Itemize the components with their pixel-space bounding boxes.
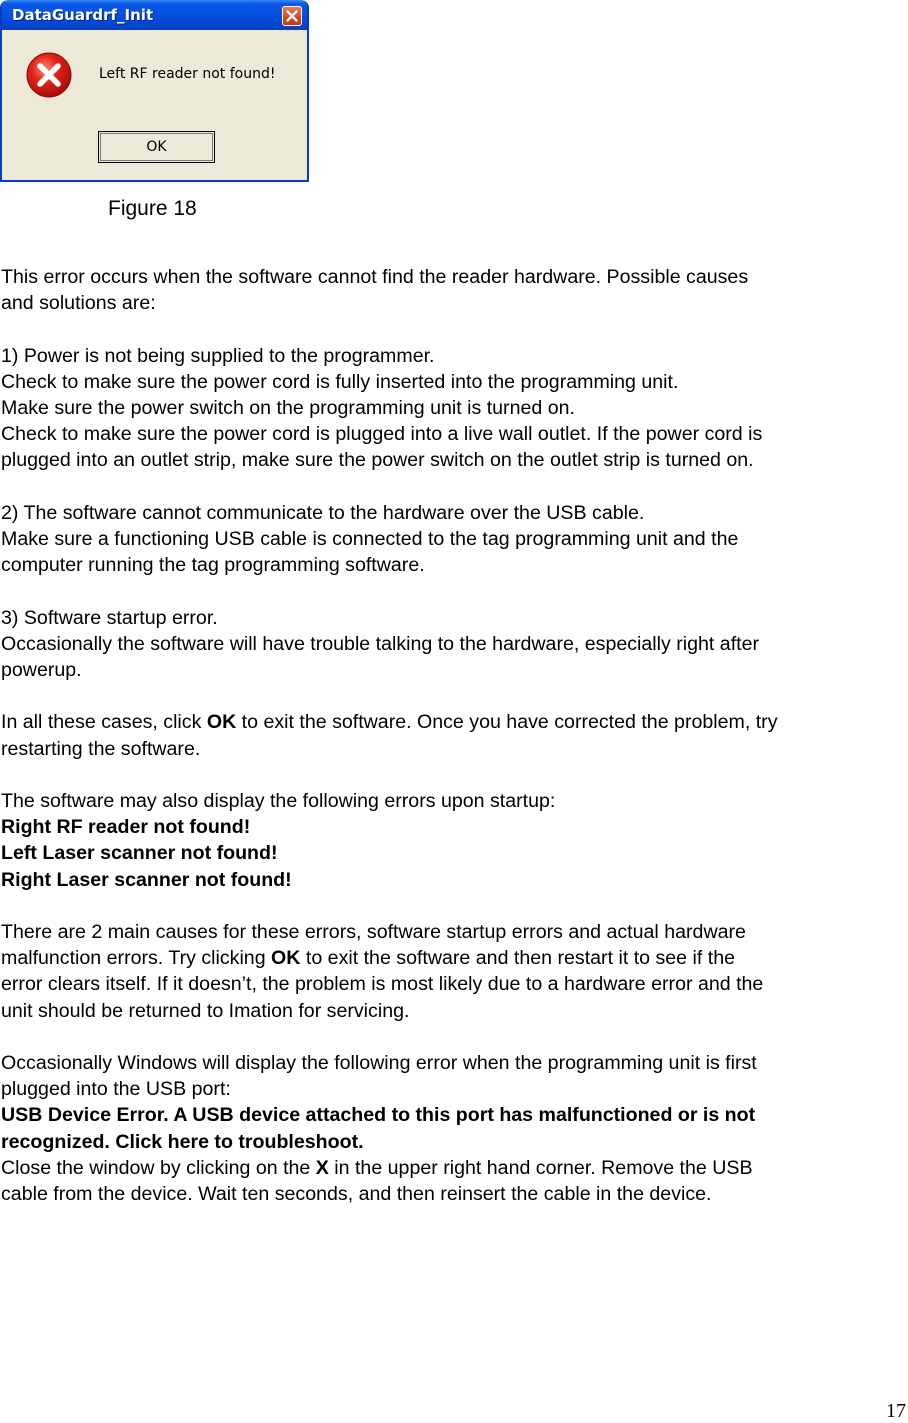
text-line: 2) The software cannot communicate to the hardware over the USB cable. xyxy=(1,501,645,524)
figure-caption: Figure 18 xyxy=(108,197,197,220)
text-line: The software may also display the following errors upon startup: xyxy=(1,789,556,812)
text-run: in the upper right hand corner. Remove the USB xyxy=(328,1156,753,1179)
main-causes-paragraph xyxy=(1,919,908,1024)
text-line: computer running the tag programming software. xyxy=(1,554,425,577)
dialog-titlebar xyxy=(2,0,307,30)
error-dialog-screenshot xyxy=(0,0,309,182)
cause-2-paragraph xyxy=(1,500,908,579)
text-line: There are 2 main causes for these errors, software startup errors and actual hardware xyxy=(1,920,746,943)
text-run: to exit the software and then restart it to see if the xyxy=(300,947,736,970)
usb-error-message: USB Device Error. A USB device attached to this port has malfunctioned or is not xyxy=(1,1104,756,1127)
text-line: Occasionally the software will have trouble talking to the hardware, especially right after xyxy=(1,632,760,655)
text-line: plugged into the USB port: xyxy=(1,1078,231,1101)
all-cases-paragraph xyxy=(1,709,908,761)
text-line xyxy=(1,1155,908,1181)
x-emphasis: X xyxy=(315,1156,329,1179)
dialog-message: Left RF reader not found! xyxy=(99,66,276,82)
cause-3-paragraph xyxy=(1,605,908,684)
usb-error-message: recognized. Click here to troubleshoot. xyxy=(1,1130,364,1153)
text-line: unit should be returned to Imation for servicing. xyxy=(1,999,410,1022)
dialog-title: DataGuardrf_Init xyxy=(12,6,154,24)
usb-error-paragraph xyxy=(1,1050,908,1207)
text-line: powerup. xyxy=(1,659,82,681)
text-run: Close the window by clicking on the xyxy=(1,1156,316,1179)
text-line: Check to make sure the power cord is fully inserted into the programming unit. xyxy=(1,370,679,393)
text-line: and solutions are: xyxy=(1,292,156,315)
text-line: Make sure a functioning USB cable is connected to the tag programming unit and the xyxy=(1,528,739,550)
text-line: This error occurs when the software cannot find the reader hardware. Possible causes xyxy=(1,266,749,288)
text-line: error clears itself. If it doesn’t, the problem is most likely due to a hardware error and the xyxy=(1,973,764,996)
text-run: malfunction errors. Try clicking xyxy=(1,947,272,970)
text-line: Make sure the power switch on the programming unit is turned on. xyxy=(1,397,575,419)
text-line: Occasionally Windows will display the following error when the programming unit is first xyxy=(1,1051,757,1074)
cause-1-paragraph xyxy=(1,343,908,474)
text-line: Check to make sure the power cord is plugged into a live wall outlet. If the power cord is xyxy=(1,423,763,446)
text-run: In all these cases, click xyxy=(1,711,207,734)
ok-emphasis: OK xyxy=(206,711,237,734)
text-line: cable from the device. Wait ten seconds, and then reinsert the cable in the device. xyxy=(1,1183,712,1205)
error-message-left-laser: Left Laser scanner not found! xyxy=(1,842,278,865)
text-run: to exit the software. Once you have corrected the problem, try xyxy=(236,711,778,734)
startup-errors-paragraph xyxy=(1,788,908,893)
page-number: 17 xyxy=(886,1400,906,1422)
text-line xyxy=(1,945,908,971)
text-line: plugged into an outlet strip, make sure the power switch on the outlet strip is turned on. xyxy=(1,449,754,472)
text-line: restarting the software. xyxy=(1,737,201,760)
intro-paragraph xyxy=(1,264,908,316)
error-icon xyxy=(26,52,72,98)
close-icon[interactable] xyxy=(282,6,302,26)
text-line: 3) Software startup error. xyxy=(1,606,218,629)
document-body xyxy=(1,264,908,1233)
ok-emphasis: OK xyxy=(271,947,301,970)
text-line: 1) Power is not being supplied to the programmer. xyxy=(1,344,435,367)
error-message-right-rf: Right RF reader not found! xyxy=(1,816,251,839)
text-line xyxy=(1,709,908,735)
error-message-right-laser: Right Laser scanner not found! xyxy=(1,868,292,891)
ok-button[interactable]: OK xyxy=(98,131,215,163)
